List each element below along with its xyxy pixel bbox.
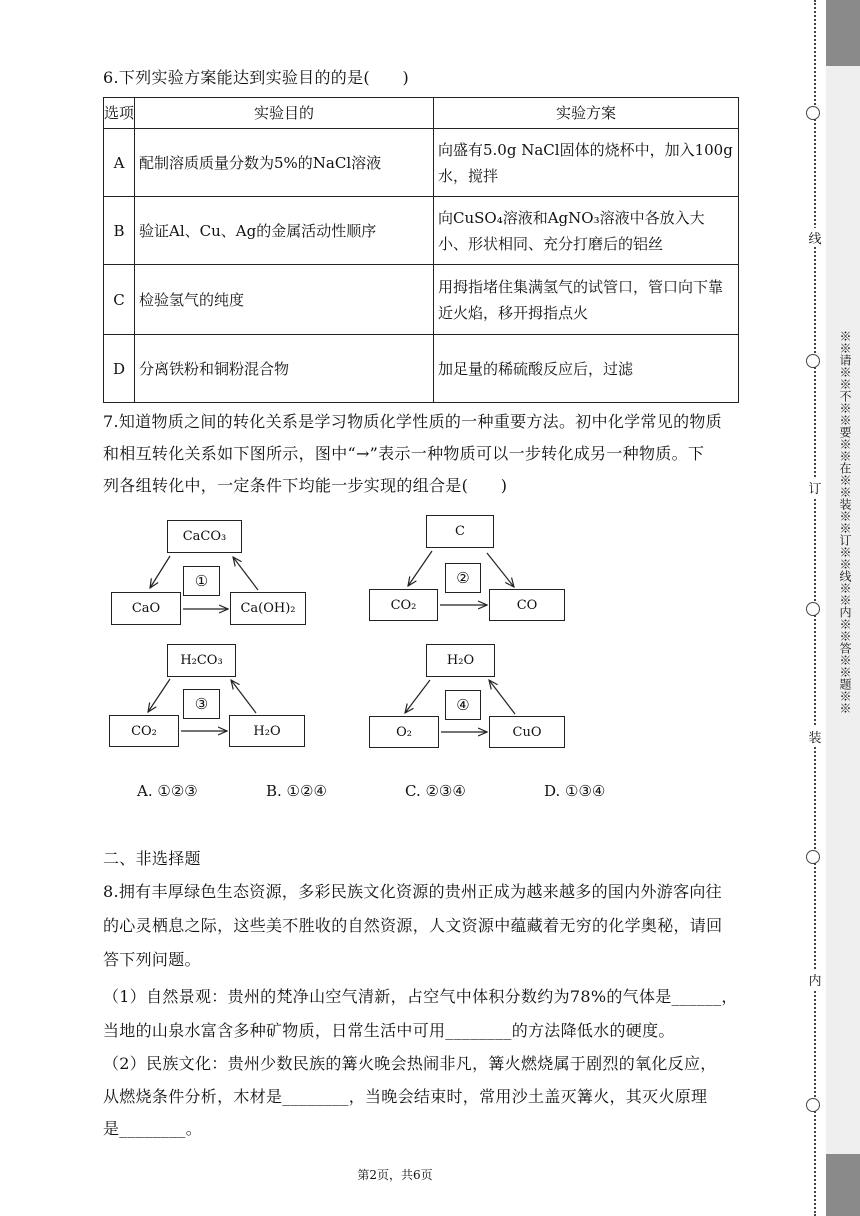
row-purpose: 检验氢气的纯度 bbox=[135, 265, 434, 335]
row-plan: 向CuSO₄溶液和AgNO₃溶液中各放入大小、形状相同、充分打磨后的铝丝 bbox=[434, 197, 739, 265]
q6-stem: 6.下列实验方案能达到实验目的的是( ) bbox=[103, 68, 410, 87]
arrow-4-top-left bbox=[405, 680, 430, 713]
q8-part1-line2: 当地的山泉水富含多种矿物质，日常生活中可用________的方法降低水的硬度。 bbox=[103, 1021, 675, 1040]
diagram3-left-box: CO₂ bbox=[109, 715, 179, 747]
binding-strip-top bbox=[826, 0, 860, 66]
arrow-3-right-top bbox=[231, 680, 256, 713]
choice-c[interactable]: C. ②③④ bbox=[405, 782, 466, 800]
binding-word-xian: 线 bbox=[806, 228, 824, 247]
header-plan: 实验方案 bbox=[434, 98, 739, 129]
binding-hole bbox=[806, 106, 820, 120]
arrow-2-top-left bbox=[408, 551, 432, 586]
diagram1-top-box: CaCO₃ bbox=[167, 520, 242, 553]
diagram3-label: ③ bbox=[183, 689, 220, 719]
q8-line3: 答下列问题。 bbox=[103, 950, 201, 969]
arrow-1-top-left bbox=[150, 556, 170, 588]
binding-hole bbox=[806, 602, 820, 616]
row-plan: 向盛有5.0g NaCl固体的烧杯中，加入100g水，搅拌 bbox=[434, 129, 739, 197]
diagram4-left-box: O₂ bbox=[369, 716, 439, 748]
section-heading: 二、非选择题 bbox=[103, 849, 201, 868]
arrow-1-right-top bbox=[233, 557, 258, 590]
q8-line1: 8.拥有丰厚绿色生态资源，多彩民族文化资源的贵州正成为越来越多的国内外游客向往 bbox=[103, 882, 722, 901]
choice-d[interactable]: D. ①③④ bbox=[544, 782, 606, 800]
q8-part2-line1: （2）民族文化：贵州少数民族的篝火晚会热闹非凡，篝火燃烧属于剧烈的氧化反应， bbox=[103, 1054, 717, 1073]
q7-stem-line2: 和相互转化关系如下图所示，图中“→”表示一种物质可以一步转化成另一种物质。下 bbox=[103, 444, 705, 463]
q8-line2: 的心灵栖息之际，这些美不胜收的自然资源，人文资源中蕴藏着无穷的化学奥秘，请回 bbox=[103, 916, 723, 935]
diagram4-right-box: CuO bbox=[489, 716, 565, 748]
row-option: A bbox=[104, 129, 135, 197]
binding-hole bbox=[806, 1098, 820, 1112]
page-footer: 第2页，共6页 bbox=[357, 1168, 433, 1182]
diagram3-top-box: H₂CO₃ bbox=[167, 644, 236, 677]
row-option: C bbox=[104, 265, 135, 335]
q8-part2-line3: 是________。 bbox=[103, 1119, 202, 1138]
row-purpose: 配制溶质质量分数为5%的NaCl溶液 bbox=[135, 129, 434, 197]
diagram2-label: ② bbox=[445, 563, 481, 593]
row-purpose: 验证Al、Cu、Ag的金属活动性顺序 bbox=[135, 197, 434, 265]
q8-part2-line2: 从燃烧条件分析，木材是________，当晚会结束时，常用沙土盖灭篝火，其灭火原理 bbox=[103, 1087, 708, 1106]
binding-warning: ※※请※※不※※要※※在※※装※※订※※线※※内※※答※※题※※ bbox=[838, 330, 852, 714]
arrow-3-top-left bbox=[148, 679, 170, 712]
binding-word-ding: 订 bbox=[806, 478, 824, 497]
header-option: 选项 bbox=[104, 98, 135, 129]
diagram3-right-box: H₂O bbox=[229, 715, 305, 747]
row-option: D bbox=[104, 335, 135, 403]
row-plan: 用拇指堵住集满氢气的试管口，管口向下靠近火焰，移开拇指点火 bbox=[434, 265, 739, 335]
row-purpose: 分离铁粉和铜粉混合物 bbox=[135, 335, 434, 403]
diagram4-top-box: H₂O bbox=[426, 644, 495, 677]
diagram1-label: ① bbox=[183, 566, 220, 596]
binding-hole bbox=[806, 850, 820, 864]
choice-b[interactable]: B. ①②④ bbox=[266, 782, 327, 800]
choice-a[interactable]: A. ①②③ bbox=[137, 782, 198, 800]
diagram4-label: ④ bbox=[445, 690, 481, 720]
binding-word-zhuang: 装 bbox=[806, 727, 824, 746]
diagram2-left-box: CO₂ bbox=[369, 589, 438, 621]
arrow-4-right-top bbox=[489, 680, 515, 714]
binding-strip-bottom bbox=[826, 1154, 860, 1216]
arrow-2-top-right bbox=[487, 553, 514, 587]
diagram2-right-box: CO bbox=[489, 589, 565, 621]
q8-part1-line1: （1）自然景观：贵州的梵净山空气清新，占空气中体积分数约为78%的气体是______， bbox=[103, 987, 738, 1006]
binding-word-nei: 内 bbox=[806, 970, 824, 989]
q7-stem-line1: 7.知道物质之间的转化关系是学习物质化学性质的一种重要方法。初中化学常见的物质 bbox=[103, 412, 722, 431]
diagram1-left-box: CaO bbox=[111, 592, 181, 625]
header-purpose: 实验目的 bbox=[135, 98, 434, 129]
binding-hole bbox=[806, 354, 820, 368]
row-plan: 加足量的稀硫酸反应后，过滤 bbox=[434, 335, 739, 403]
row-option: B bbox=[104, 197, 135, 265]
diagram1-right-box: Ca(OH)₂ bbox=[230, 592, 306, 625]
q7-stem-line3: 列各组转化中，一定条件下均能一步实现的组合是( ) bbox=[103, 476, 508, 495]
diagram2-top-box: C bbox=[426, 515, 494, 548]
